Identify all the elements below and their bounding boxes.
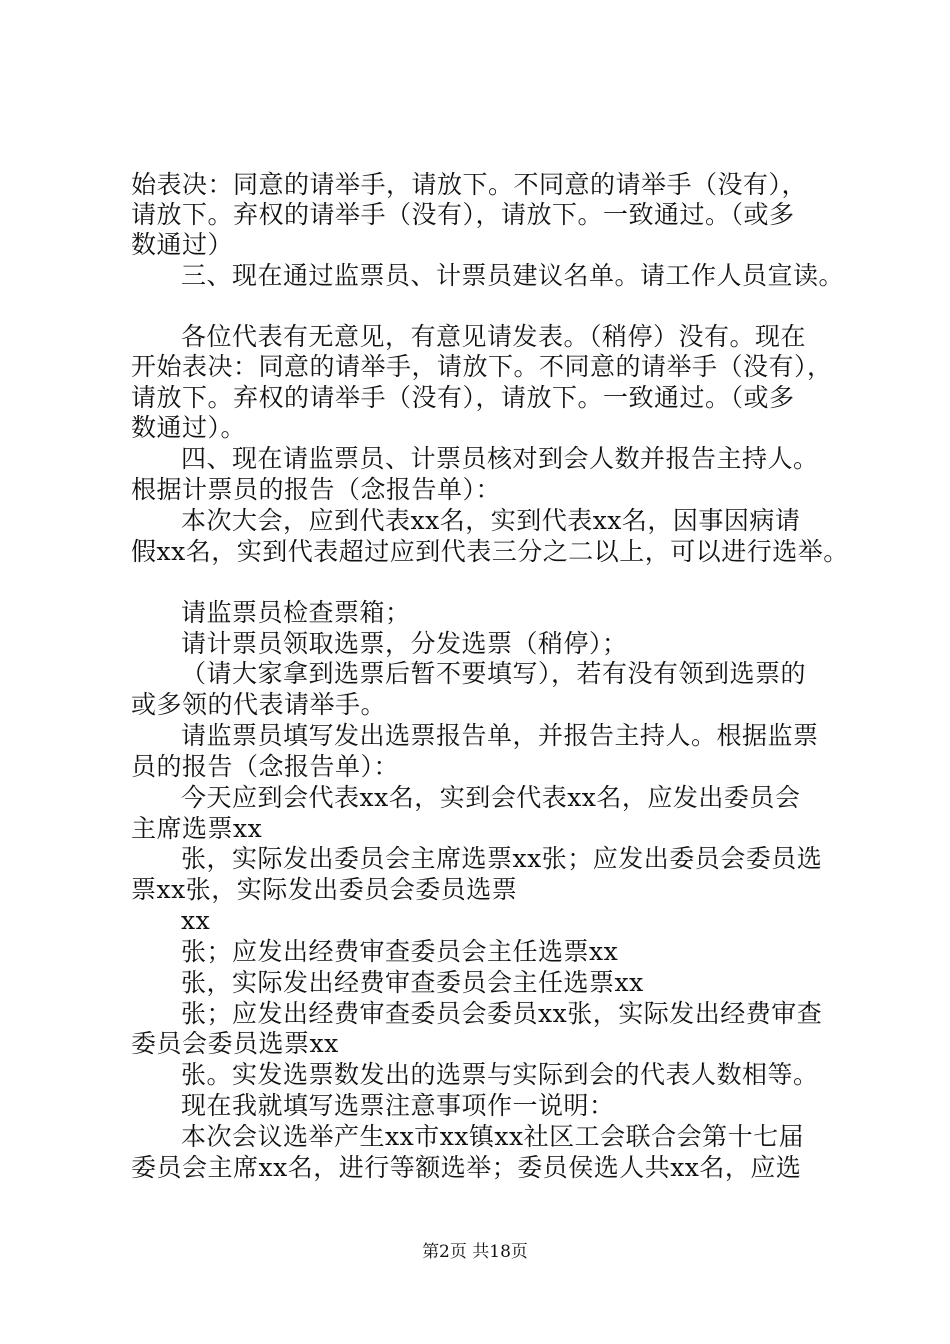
text-line: 委员会委员选票xx [131, 1029, 339, 1058]
text-line: 现在我就填写选票注意事项作一说明： [181, 1091, 615, 1120]
text-line: 四、现在请监票员、计票员核对到会人数并报告主持人。 [181, 444, 819, 473]
text-line: 张；应发出经费审查委员会委员xx张，实际发出经费审查 [181, 999, 823, 1028]
page-footer: 第2页 共18页 [422, 1242, 528, 1262]
text-line: 本次会议选举产生xx市xx镇xx社区工会联合会第十七届 [181, 1122, 805, 1151]
text-line: 始表决：同意的请举手，请放下。不同意的请举手（没有）， [131, 170, 808, 199]
text-line: 或多领的代表请举手。 [131, 690, 387, 719]
text-line: 主席选票xx [131, 814, 263, 843]
text-line: 根据计票员的报告（念报告单）： [131, 475, 502, 504]
text-line: 张。实发选票数发出的选票与实际到会的代表人数相等。 [181, 1060, 819, 1089]
text-line: 票xx张，实际发出委员会委员选票 [131, 875, 518, 904]
text-line: xx [181, 906, 211, 935]
text-line: 请计票员领取选票，分发选票（稍停）； [181, 629, 628, 658]
text-line: 张，实际发出委员会主席选票xx张；应发出委员会委员选 [181, 844, 823, 873]
text-line: 今天应到会代表xx名，实到会代表xx名，应发出委员会 [181, 783, 801, 812]
text-line: 请放下。弃权的请举手（没有），请放下。一致通过。（或多 [131, 200, 795, 229]
text-line: 数通过） [131, 230, 234, 259]
text-line: 数通过）。 [131, 413, 247, 442]
text-line: 请监票员填写发出选票报告单，并报告主持人。根据监票 [181, 721, 819, 750]
text-line: 假xx名，实到代表超过应到代表三分之二以上，可以进行选举。 [131, 537, 849, 566]
text-line: 各位代表有无意见，有意见请发表。（稍停）没有。现在 [181, 322, 807, 351]
text-line: 开始表决：同意的请举手，请放下。不同意的请举手（没有）， [131, 352, 833, 381]
text-line: 张，实际发出经费审查委员会主任选票xx [181, 968, 644, 997]
text-line: 请放下。弃权的请举手（没有），请放下。一致通过。（或多 [131, 383, 795, 412]
text-line: 张；应发出经费审查委员会主任选票xx [181, 937, 619, 966]
text-line: 本次大会，应到代表xx名，实到代表xx名，因事因病请 [181, 506, 801, 535]
text-line: 委员会主席xx名，进行等额选举；委员侯选人共xx名，应选 [131, 1153, 802, 1182]
text-line: 请监票员检查票箱； [181, 598, 411, 627]
text-line: （请大家拿到选票后暂不要填写），若有没有领到选票的 [181, 659, 807, 688]
text-line: 三、现在通过监票员、计票员建议名单。请工作人员宣读。 [181, 261, 845, 290]
text-line: 员的报告（念报告单）： [131, 752, 400, 781]
